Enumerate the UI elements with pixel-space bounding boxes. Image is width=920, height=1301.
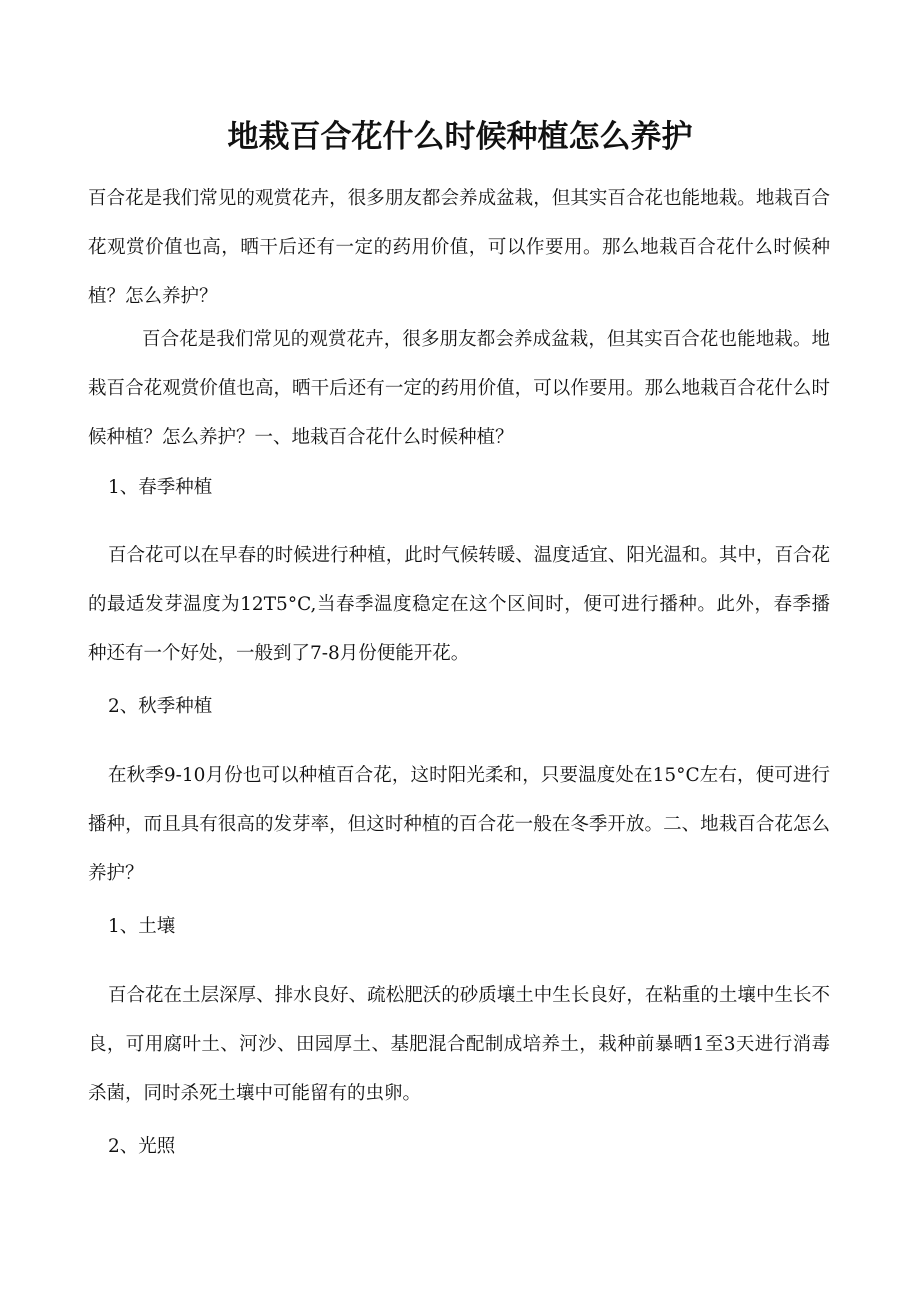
section-heading-light: 2、光照 [108, 1136, 176, 1157]
section-body-autumn: 在秋季9-10月份也可以种植百合花，这时阳光柔和，只要温度处在15°C左右，便可进行播种，而且具有很高的发芽率，但这时种植的百合花一般在冬季开放。二、地栽百合花怎么养护？ [88, 765, 830, 884]
section-heading-autumn: 2、秋季种植 [108, 696, 213, 717]
section-body-spring: 百合花可以在早春的时候进行种植，此时气候转暖、温度适宜、阳光温和。其中，百合花的最适发芽温度为12T5°C,当春季温度稳定在这个区间时，便可进行播种。此外，春季播种还有一个好处，一般到了7-8月份便能开花。 [88, 545, 830, 664]
section-heading-soil: 1、土壤 [108, 916, 176, 937]
section-heading-spring: 1、春季种植 [108, 477, 213, 498]
document-title: 地栽百合花什么时候种植怎么养护 [227, 119, 693, 155]
intro-repeat-paragraph: 百合花是我们常见的观赏花卉，很多朋友都会养成盆栽，但其实百合花也能地栽。地栽百合花观赏价值也高，晒干后还有一定的药用价值，可以作要用。那么地栽百合花什么时候种植？怎么养护？一、地栽百合花什么时候种植？ [88, 329, 830, 448]
intro-paragraph: 百合花是我们常见的观赏花卉，很多朋友都会养成盆栽，但其实百合花也能地栽。地栽百合花观赏价值也高，晒干后还有一定的药用价值，可以作要用。那么地栽百合花什么时候种植？怎么养护？ [88, 188, 830, 307]
section-body-soil: 百合花在土层深厚、排水良好、疏松肥沃的砂质壤土中生长良好，在粘重的土壤中生长不良，可用腐叶土、河沙、田园厚土、基肥混合配制成培养土，栽种前暴晒1至3天进行消毒杀菌，同时杀死土壤中可能留有的虫卵。 [88, 985, 830, 1104]
